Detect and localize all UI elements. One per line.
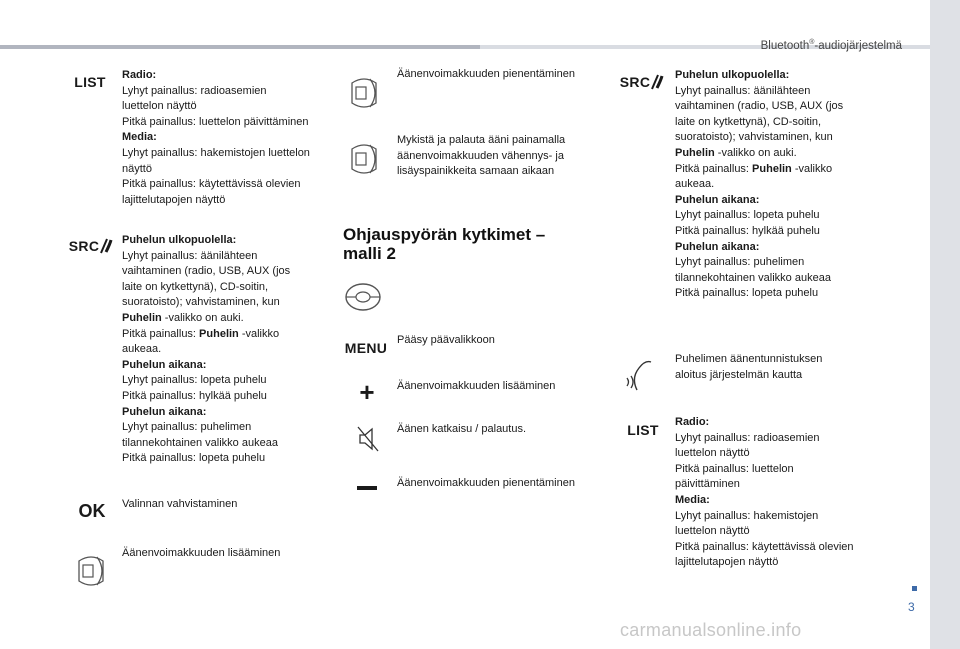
voice-description [675,352,875,383]
plus-icon: + [359,376,375,407]
src-description-2 [675,68,875,302]
list-icon: LIST [74,74,106,90]
text-line: Lyhyt painallus: radioasemien [675,431,820,444]
text-line: Lyhyt painallus: äänilähteen [675,84,811,97]
text-line: lajittelutapojen näyttö [122,193,226,206]
text-line: Lyhyt painallus: radioasemien [122,84,267,97]
text-line: Radio: [122,69,157,81]
header-rule-dark [0,45,480,49]
text-line: Media: [122,131,157,144]
text-line: luettelon näyttö [675,525,750,538]
text-line: tilannekohtainen valikko aukeaa [675,271,831,284]
text-segment: -valikko on auki. [714,146,797,159]
text-line: Puhelun aikana: [122,358,207,371]
text-line: Lyhyt painallus: puhelimen [122,421,252,434]
page-marker [912,586,917,591]
minus-description: Äänenvoimakkuuden pienentäminen [397,477,575,489]
text-line: vaihtaminen (radio, USB, AUX (jos [122,265,291,278]
text-line: Puhelun aikana: [675,193,760,206]
mute-speaker-icon [355,424,381,454]
text-line [122,311,322,327]
text-line: Pitkä painallus: hylkää puhelu [675,224,820,237]
text-segment: -valikko [791,162,833,175]
menu-description: Pääsy päävalikkoon [397,334,495,346]
text-line: Mykistä ja palauta ääni painamalla [397,134,566,146]
steering-control-volume-down-icon [343,72,385,114]
plus-description: Äänenvoimakkuuden lisääminen [397,380,556,392]
text-line [122,327,322,343]
text-line: Puhelun aikana: [122,405,207,418]
menu-icon: MENU [344,340,388,356]
text-line: Puhelun aikana: [675,240,760,253]
steering-wheel-icon [343,280,383,314]
text-line [675,146,875,162]
text-line: Pitkä painallus: lopeta puhelu [122,452,266,465]
text-line: Pitkä painallus: käytettävissä olevien [675,540,854,553]
bold-term: Puhelin [122,311,162,324]
text-line: laite on kytkettynä), CD-soitin, [675,115,822,128]
mute-combo-description [397,133,597,180]
text-line: aukeaa. [122,343,162,356]
text-line: vaihtaminen (radio, USB, AUX (jos [675,100,844,113]
text-line: lisäyspainikkeita samaan aikaan [397,165,555,178]
text-line: luettelon näyttö [122,100,197,113]
bold-term: Puhelin [199,327,239,340]
list-description [122,68,322,208]
page-number: 3 [908,600,915,614]
volume-up-description: Äänenvoimakkuuden lisääminen [122,547,281,559]
text-line: äänenvoimakkuuden vähennys- ja [397,149,564,162]
text-line: luettelon näyttö [675,447,750,460]
text-line: Pitkä painallus: lopeta puhelu [675,287,819,300]
text-segment: Pitkä painallus: [675,162,753,175]
text-line: aukeaa. [675,178,715,191]
text-line: suoratoisto); vahvistaminen, kun [122,296,280,309]
text-line: Lyhyt painallus: hakemistojen [675,509,819,522]
text-line: Lyhyt painallus: hakemistojen luettelon [122,146,310,159]
text-line [675,162,875,178]
ok-description: Valinnan vahvistaminen [122,498,238,510]
text-line: Lyhyt painallus: lopeta puhelu [675,209,820,222]
text-line: Puhelun ulkopuolella: [122,234,237,246]
voice-command-icon [622,355,662,393]
text-line: tilannekohtainen valikko aukeaa [122,436,278,449]
text-line: Media: [675,493,710,506]
text-segment: Pitkä painallus: [122,327,200,340]
section-title: Ohjauspyörän kytkimet – malli 2 [343,225,546,263]
steering-control-mute-icon [343,138,385,180]
text-line: Lyhyt painallus: äänilähteen [122,249,258,262]
phone-slash-icon [650,74,664,90]
bold-term: Puhelin [752,162,792,175]
text-line: Lyhyt painallus: puhelimen [675,256,805,269]
text-line: Puhelun ulkopuolella: [675,69,790,81]
list-description-2 [675,415,875,571]
text-line: laite on kytkettynä), CD-soitin, [122,280,269,293]
list-icon-2: LIST [627,422,659,438]
page-header: Bluetooth®-audiojärjestelmä [760,39,902,52]
src-phone-icon-2: SRC [617,72,667,92]
text-line: Pitkä painallus: käytettävissä olevien [122,178,301,191]
text-line: aloitus järjestelmän kautta [675,368,803,381]
text-line: päivittäminen [675,478,740,491]
mute-description: Äänen katkaisu / palautus. [397,423,527,435]
minus-icon [355,478,379,498]
src-phone-icon: SRC [66,236,116,256]
text-line: Puhelimen äänentunnistuksen [675,353,823,365]
volume-down-description: Äänenvoimakkuuden pienentäminen [397,68,575,80]
ok-icon: OK [78,500,106,521]
src-description [122,233,322,467]
text-line: Lyhyt painallus: lopeta puhelu [122,374,267,387]
text-line: Pitkä painallus: luettelon päivittäminen [122,115,309,128]
steering-control-volume-up-icon [70,550,112,592]
page-side-band [930,0,960,649]
text-line: näyttö [122,162,152,175]
text-line: lajittelutapojen näyttö [675,556,779,569]
text-line: Pitkä painallus: hylkää puhelu [122,389,267,402]
text-line: Pitkä painallus: luettelon [675,462,794,475]
text-segment: -valikko [238,327,280,340]
phone-slash-icon [99,238,113,254]
text-line: suoratoisto); vahvistaminen, kun [675,131,833,144]
text-line: Radio: [675,416,710,428]
text-segment: -valikko on auki. [161,311,244,324]
watermark: carmanualsonline.info [620,620,802,640]
bold-term: Puhelin [675,146,715,159]
